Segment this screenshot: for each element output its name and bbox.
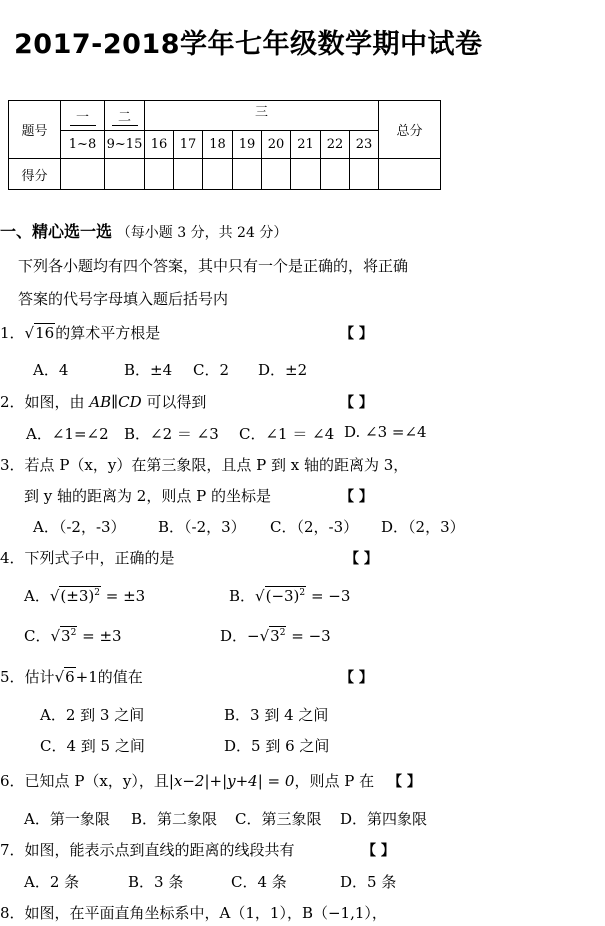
range-two-cell: 9~15 xyxy=(105,131,145,159)
question-5: 5．估计√6+1的值在 xyxy=(0,668,143,686)
score-input-cell[interactable] xyxy=(105,159,145,190)
question-4: 4．下列式子中，正确的是 xyxy=(0,549,175,567)
answer-bracket[interactable]: 【 】 xyxy=(340,489,373,505)
option-a: A．（-2，-3） xyxy=(33,518,126,536)
option-d: D．5 条 xyxy=(340,873,397,891)
option-c: C．4 条 xyxy=(231,873,287,891)
question-7: 7．如图，能表示点到直线的距离的线段共有 xyxy=(0,841,295,859)
total-label-cell: 总分 xyxy=(379,101,441,159)
option-d: D．$-√3^2 = -3$ xyxy=(220,627,331,645)
section-one-cell: 一 xyxy=(61,101,105,131)
score-input-cell[interactable] xyxy=(145,159,174,190)
option-d: D．第四象限 xyxy=(340,810,428,828)
option-d: D．（2，3） xyxy=(381,518,465,536)
option-d: D．5 到 6 之间 xyxy=(224,737,330,755)
answer-bracket[interactable]: 【 】 xyxy=(362,843,395,859)
score-input-cell[interactable] xyxy=(174,159,203,190)
q-number-cell: 19 xyxy=(233,131,262,159)
section-two-cell: 二 xyxy=(105,101,145,131)
section-heading: 一、精心选一选 （每小题 3 分，共 24 分） xyxy=(0,222,288,241)
score-input-cell[interactable] xyxy=(291,159,321,190)
option-b: B．3 到 4 之间 xyxy=(224,706,329,724)
option-a: A．4 xyxy=(33,361,69,379)
score-input-cell[interactable] xyxy=(262,159,291,190)
option-b: B．（-2，3） xyxy=(158,518,246,536)
question-3-line-2: 到 y 轴的距离为 2，则点 P 的坐标是 xyxy=(24,487,271,505)
score-label-cell: 得分 xyxy=(9,159,61,190)
option-b: B．∠2 ＝ ∠3 xyxy=(124,425,219,443)
option-c: C．2 xyxy=(193,361,230,379)
range-one-cell: 1~8 xyxy=(61,131,105,159)
score-input-cell[interactable] xyxy=(233,159,262,190)
option-b: B．3 条 xyxy=(128,873,184,891)
option-d: D．±2 xyxy=(258,361,308,379)
score-input-cell[interactable] xyxy=(350,159,379,190)
q-number-cell: 21 xyxy=(291,131,321,159)
answer-bracket[interactable]: 【 】 xyxy=(345,551,378,567)
q-number-cell: 16 xyxy=(145,131,174,159)
q-number-cell: 20 xyxy=(262,131,291,159)
option-a: A．∠1=∠2 xyxy=(26,425,109,443)
option-c: C．4 到 5 之间 xyxy=(40,737,145,755)
page-title: 2017-2018学年七年级数学期中试卷 xyxy=(14,29,483,60)
option-b: B．第二象限 xyxy=(131,810,218,828)
question-3: 3．若点 P（x，y）在第三象限，且点 P 到 x 轴的距离为 3， xyxy=(0,456,409,474)
option-a: A．第一象限 xyxy=(24,810,110,828)
q-number-cell: 22 xyxy=(321,131,350,159)
q-number-cell: 18 xyxy=(203,131,233,159)
option-d: D. ∠3 =∠4 xyxy=(344,423,427,441)
question-2: 2．如图，由 AB∥CD 可以得到 xyxy=(0,393,207,411)
answer-bracket[interactable]: 【 】 xyxy=(340,326,373,342)
header-label-cell: 题号 xyxy=(9,101,61,159)
instruction-line: 答案的代号字母填入题后括号内 xyxy=(18,290,229,308)
score-input-cell[interactable] xyxy=(61,159,105,190)
question-6: 6．已知点 P（x，y），且|x−2|+|y+4| = 0，则点 P 在 xyxy=(0,772,375,790)
option-b: B．±4 xyxy=(124,361,173,379)
instruction-line: 下列各小题均有四个答案，其中只有一个是正确的，将正确 xyxy=(18,257,409,275)
option-c: C．（2，-3） xyxy=(270,518,359,536)
answer-bracket[interactable]: 【 】 xyxy=(340,670,373,686)
answer-bracket[interactable]: 【 】 xyxy=(340,395,373,411)
section-three-cell: 三 xyxy=(145,101,379,131)
score-input-cell[interactable] xyxy=(203,159,233,190)
question-1: 1．√16的算术平方根是 xyxy=(0,324,161,342)
option-c: C．第三象限 xyxy=(235,810,322,828)
q-number-cell: 17 xyxy=(174,131,203,159)
option-b: B．$√(-3)^2 = -3$ xyxy=(229,587,351,605)
score-input-cell[interactable] xyxy=(321,159,350,190)
q-number-cell: 23 xyxy=(350,131,379,159)
option-a: A．2 到 3 之间 xyxy=(40,706,145,724)
question-8: 8．如图，在平面直角坐标系中，A（1，1），B（−1,1）， xyxy=(0,904,387,922)
option-a: A．$√(\pm 3)^2 = \pm 3$ xyxy=(24,587,146,605)
section-note: （每小题 3 分，共 24 分） xyxy=(116,225,288,241)
score-table xyxy=(8,100,441,190)
option-a: A．2 条 xyxy=(24,873,80,891)
score-input-cell[interactable] xyxy=(379,159,441,190)
option-c: C．∠1 ＝ ∠4 xyxy=(239,425,335,443)
option-c: C．$√3^2 = \pm 3$ xyxy=(24,627,122,645)
answer-bracket[interactable]: 【 】 xyxy=(388,774,421,790)
